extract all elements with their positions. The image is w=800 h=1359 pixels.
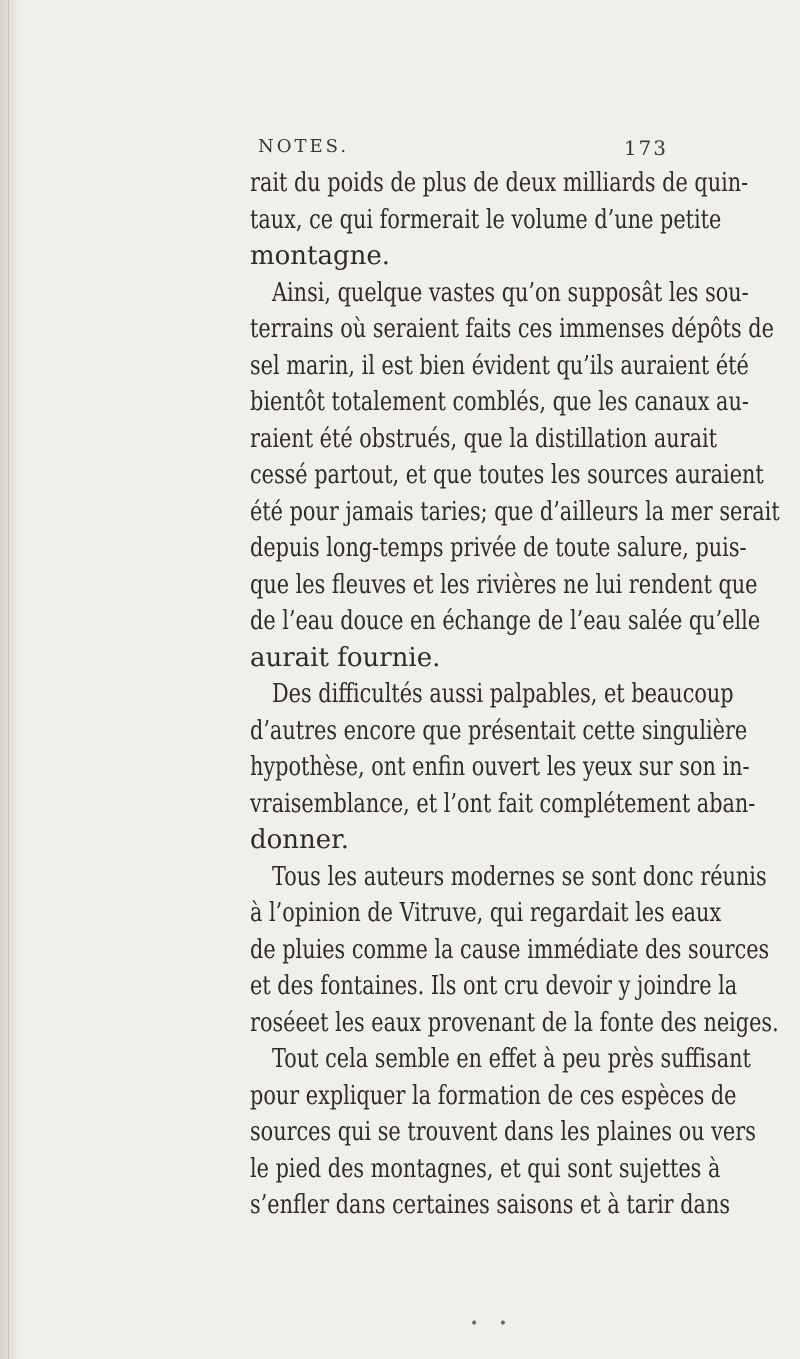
text-line: Ainsi, quelque vastes qu’on supposât les sou-	[272, 278, 749, 308]
page-header	[258, 136, 668, 166]
text-line: de pluies comme la cause immédiate des sources	[250, 935, 770, 965]
text-line: été pour jamais taries; que d’ailleurs la mer serait	[250, 497, 780, 527]
text-line: montagne.	[250, 241, 391, 271]
text-line: sel marin, il est bien évident qu’ils auraient été	[250, 351, 749, 381]
text-line: s’enfler dans certaines saisons et à tarir dans	[250, 1190, 731, 1220]
page-number: 173	[623, 136, 668, 160]
text-line: cessé partout, et que toutes les sources auraient	[250, 460, 764, 490]
text-line: de l’eau douce en échange de l’eau salée qu’elle	[250, 606, 761, 636]
running-head: NOTES.	[258, 136, 350, 157]
text-line: aurait fournie.	[250, 643, 441, 673]
page-edge-shadow	[0, 0, 22, 1359]
text-line: que les fleuves et les rivières ne lui rendent que	[250, 570, 758, 600]
text-line: le pied des montagnes, et qui sont sujettes à	[250, 1154, 721, 1184]
text-line: Tout cela semble en effet à peu près suffisant	[272, 1044, 751, 1074]
text-line: rait du poids de plus de deux milliards de quin-	[250, 168, 749, 198]
text-line: hypothèse, ont enfin ouvert les yeux sur son in-	[250, 752, 750, 782]
text-line: sources qui se trouvent dans les plaines ou vers	[250, 1117, 756, 1147]
text-line: pour expliquer la formation de ces espèces de	[250, 1081, 737, 1111]
text-line: à l’opinion de Vitruve, qui regardait les eaux	[250, 898, 722, 928]
text-line: et des fontaines. Ils ont cru devoir y joindre la	[250, 971, 738, 1001]
text-line: bientôt totalement comblés, que les canaux au-	[250, 387, 749, 417]
text-line: vraisemblance, et l’ont fait complétement aban-	[250, 789, 756, 819]
text-line: roséeet les eaux provenant de la fonte des neiges.	[250, 1008, 779, 1038]
text-line: d’autres encore que présentait cette singulière	[250, 716, 748, 746]
page-edge-line	[8, 0, 9, 1359]
text-line: terrains où seraient faits ces immenses dépôts de	[250, 314, 774, 344]
text-line: donner.	[250, 825, 350, 855]
text-line: taux, ce qui formerait le volume d’une petite	[250, 205, 722, 235]
text-line: Des difficultés aussi palpables, et beaucoup	[272, 679, 734, 709]
text-line: depuis long-temps privée de toute salure, puis-	[250, 533, 747, 563]
signature-mark: • •	[470, 1316, 515, 1332]
text-line: raient été obstrués, que la distillation aurait	[250, 424, 718, 454]
text-line: Tous les auteurs modernes se sont donc réunis	[272, 862, 767, 892]
